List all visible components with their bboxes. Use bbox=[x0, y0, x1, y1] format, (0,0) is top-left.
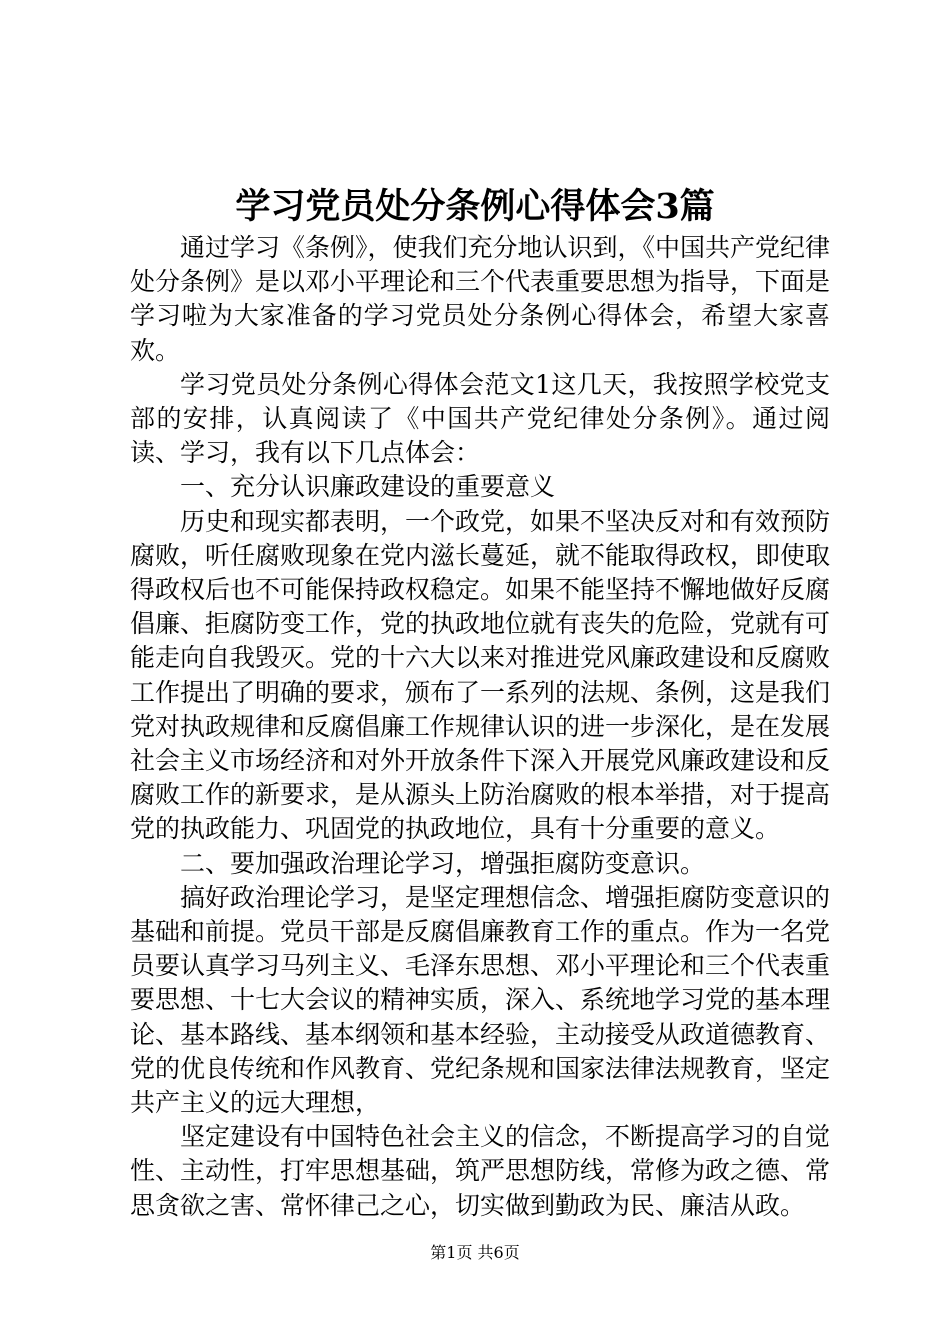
section-heading-1: 一、充分认识廉政建设的重要意义 bbox=[180, 472, 556, 502]
paragraph-intro: 通过学习《条例》，使我们充分地认识到，《中国共产党纪律处分条例》是以邓小平理论和三个代表重要思想为指导，下面是学习啦为大家准备的学习党员处分条例心得体会，希望大家喜欢。 bbox=[130, 233, 831, 365]
paragraph-section-2-cont: 坚定建设有中国特色社会主义的信念，不断提高学习的自觉性、主动性，打牢思想基础，筑严思想防线，常修为政之德、常思贪欲之害、常怀律己之心，切实做到勤政为民、廉洁从政。 bbox=[130, 1122, 831, 1220]
document-body bbox=[130, 231, 830, 1223]
document-title: 学习党员处分条例心得体会3篇 bbox=[235, 186, 715, 227]
paragraph-sample-1-intro: 学习党员处分条例心得体会范文1这几天，我按照学校党支部的安排，认真阅读了《中国共产党纪律处分条例》。通过阅读、学习，我有以下几点体会： bbox=[130, 369, 830, 468]
paragraph-section-1: 历史和现实都表明，一个政党，如果不坚决反对和有效预防腐败，听任腐败现象在党内滋长蔓延，就不能取得政权，即使取得政权后也不可能保持政权稳定。如果不能坚持不懈地做好反腐倡廉、拒腐防变工作，党的执政地位就有丧失的危险，党就有可能走向自我毁灭。党的十六大以来对推进党风廉政建设和反腐败工作提出了明确的要求，颁布了一系列的法规、条例，这是我们党对执政规律和反腐倡廉工作规律认识的进一步深化，是在发展社会主义市场经济和对外开放条件下深入开展党风廉政建设和反腐败工作的新要求，是从源头上防治腐败的根本举措，对于提高党的执政能力、巩固党的执政地位，具有十分重要的意义。 bbox=[130, 506, 831, 844]
page-number: 第1页 共6页 bbox=[430, 1243, 520, 1262]
paragraph-section-2: 搞好政治理论学习，是坚定理想信念、增强拒腐防变意识的基础和前提。党员干部是反腐倡廉教育工作的重点。作为一名党员要认真学习马列主义、毛泽东思想、邓小平理论和三个代表重要思想、十七大会议的精神实质，深入、系统地学习党的基本理论、基本路线、基本纲领和基本经验，主动接受从政道德教育、党的优良传统和作风教育、党纪条规和国家法律法规教育，坚定共产主义的远大理想， bbox=[130, 882, 831, 1118]
section-heading-2: 二、要加强政治理论学习，增强拒腐防变意识。 bbox=[180, 848, 706, 878]
